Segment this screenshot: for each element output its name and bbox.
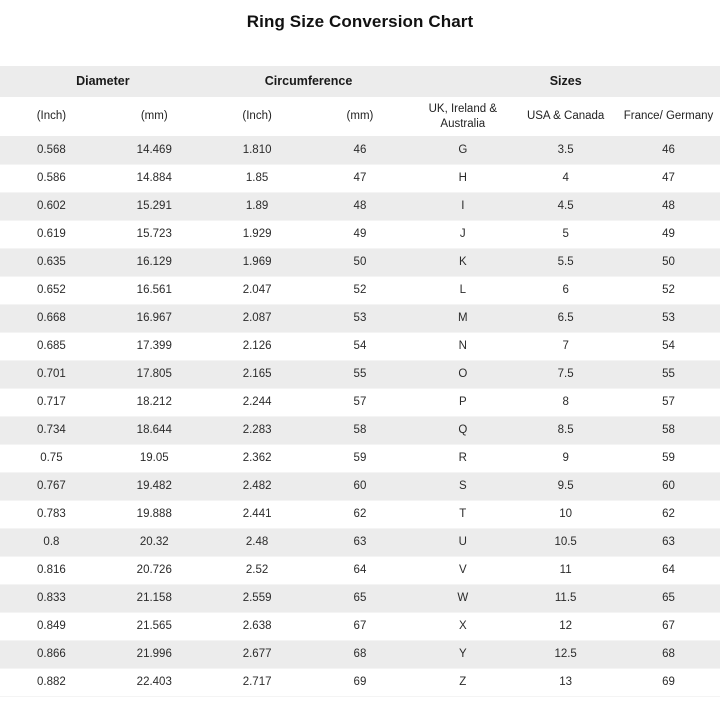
table-cell: 62: [662, 507, 675, 520]
table-cell: 8: [562, 395, 569, 408]
table-row: [0, 556, 720, 584]
table-cell: 0.866: [37, 647, 66, 660]
table-cell: Q: [458, 423, 468, 436]
table-cell: 0.685: [37, 339, 66, 352]
table-header: [0, 66, 720, 136]
table-cell: 54: [353, 339, 367, 352]
table-cell: 14.469: [136, 143, 172, 156]
table-cell: 60: [353, 479, 367, 492]
table-row: [0, 444, 720, 472]
table-cell: 0.602: [37, 199, 66, 212]
table-cell: 0.701: [37, 367, 66, 380]
table-cell: 4: [562, 171, 569, 184]
table-cell: 15.723: [136, 227, 172, 240]
table-cell: 52: [353, 283, 367, 296]
table-cell: 17.805: [136, 367, 172, 380]
table-cell: 9.5: [557, 479, 574, 492]
table-cell: 19.05: [139, 451, 169, 464]
table-cell: 16.561: [136, 283, 172, 296]
table-cell: 48: [353, 199, 367, 212]
table-cell: 1.929: [242, 227, 272, 240]
column-header: UK, Ireland & Australia: [428, 103, 497, 130]
table-cell: 10: [559, 507, 573, 520]
table-cell: 18.212: [136, 395, 172, 408]
table-cell: 0.652: [37, 283, 66, 296]
table-cell: 1.969: [242, 255, 272, 268]
table-cell: Z: [459, 675, 467, 688]
table-body: [0, 136, 720, 696]
group-header-circumference: Circumference: [264, 73, 353, 88]
table-cell: 63: [353, 535, 367, 548]
table-cell: 6: [562, 283, 569, 296]
ring-size-conversion-table: [0, 66, 720, 697]
table-cell: 2.047: [242, 283, 272, 296]
table-cell: 0.635: [37, 255, 66, 268]
table-cell: 18.644: [136, 423, 172, 436]
table-cell: 0.767: [37, 479, 66, 492]
table-cell: 46: [662, 143, 675, 156]
table-cell: 68: [353, 647, 367, 660]
table-cell: 16.967: [136, 311, 172, 324]
table-cell: 13: [559, 675, 573, 688]
table-cell: 52: [662, 283, 675, 296]
table-row: [0, 640, 720, 668]
column-header: (Inch): [36, 110, 67, 123]
table-cell: 19.482: [136, 479, 172, 492]
table-cell: 7: [562, 339, 569, 352]
table-cell: 59: [662, 451, 675, 464]
table-cell: 46: [353, 143, 367, 156]
table-cell: 54: [662, 339, 675, 352]
table-cell: 21.565: [136, 619, 172, 632]
table-cell: 58: [353, 423, 367, 436]
table-cell: 0.75: [40, 451, 63, 464]
table-row: [0, 668, 720, 696]
table-cell: 5: [562, 227, 569, 240]
table-cell: H: [458, 171, 467, 184]
table-cell: 6.5: [557, 311, 574, 324]
table-cell: 17.399: [136, 339, 172, 352]
table-cell: 2.717: [242, 675, 272, 688]
table-cell: 60: [662, 479, 675, 492]
table-cell: 0.619: [37, 227, 66, 240]
table-cell: 22.403: [136, 675, 172, 688]
table-cell: 0.734: [37, 423, 66, 436]
table-cell: 0.783: [37, 507, 66, 520]
table-cell: 20.726: [136, 563, 172, 576]
table-cell: J: [459, 227, 466, 240]
table-cell: 2.244: [242, 395, 272, 408]
table-cell: 0.833: [37, 591, 66, 604]
table-cell: 57: [662, 395, 675, 408]
table-cell: 67: [353, 619, 367, 632]
table-cell: 68: [662, 647, 675, 660]
table-cell: 2.482: [242, 479, 272, 492]
table-cell: 0.816: [37, 563, 66, 576]
table-cell: I: [461, 199, 465, 212]
table-cell: 1.89: [245, 199, 269, 212]
table-cell: 50: [353, 255, 367, 268]
table-cell: 2.165: [242, 367, 272, 380]
table-cell: 8.5: [557, 423, 574, 436]
table-cell: S: [458, 479, 467, 492]
table-cell: 50: [662, 255, 675, 268]
table-cell: 47: [662, 171, 675, 184]
table-cell: 19.888: [136, 507, 172, 520]
table-row: [0, 164, 720, 192]
table-cell: 49: [353, 227, 367, 240]
table-row: [0, 192, 720, 220]
column-header: (mm): [346, 110, 374, 123]
group-header-sizes: Sizes: [549, 73, 582, 88]
table-row: [0, 472, 720, 500]
table-cell: 55: [662, 367, 675, 380]
table-cell: 2.362: [242, 451, 272, 464]
column-header: France/ Germany: [623, 110, 714, 123]
table-cell: 2.087: [242, 311, 272, 324]
sub-header-row: [0, 97, 720, 136]
column-header: USA & Canada: [526, 110, 605, 123]
table-cell: 59: [353, 451, 367, 464]
table-cell: 7.5: [557, 367, 574, 380]
table-cell: 3.5: [557, 143, 574, 156]
table-cell: 65: [662, 591, 675, 604]
table-cell: 63: [662, 535, 675, 548]
table-cell: 12.5: [554, 647, 577, 660]
table-cell: 11: [559, 563, 572, 576]
table-cell: T: [459, 507, 467, 520]
table-row: [0, 304, 720, 332]
table-cell: V: [458, 563, 467, 576]
table-row: [0, 220, 720, 248]
table-cell: 47: [353, 171, 367, 184]
table-row: [0, 500, 720, 528]
table-cell: 55: [353, 367, 367, 380]
table-cell: 1.810: [242, 143, 272, 156]
table-row: [0, 528, 720, 556]
table-cell: 1.85: [245, 171, 269, 184]
table-cell: G: [458, 143, 468, 156]
table-cell: 65: [353, 591, 367, 604]
table-cell: 69: [662, 675, 675, 688]
table-cell: 10.5: [554, 535, 577, 548]
table-cell: 57: [353, 395, 367, 408]
table-cell: 2.52: [245, 563, 269, 576]
table-cell: 12: [559, 619, 573, 632]
table-cell: K: [458, 255, 467, 268]
table-cell: 0.8: [43, 535, 60, 548]
table-cell: 11.5: [554, 591, 577, 604]
table-cell: 2.441: [242, 507, 272, 520]
table-cell: 4.5: [557, 199, 574, 212]
table-cell: 2.638: [242, 619, 272, 632]
table-cell: 49: [662, 227, 675, 240]
table-cell: 21.158: [136, 591, 172, 604]
table-cell: 0.717: [37, 395, 66, 408]
table-cell: 2.283: [242, 423, 272, 436]
table-cell: 64: [353, 563, 367, 576]
table-cell: 0.668: [37, 311, 66, 324]
table-cell: P: [458, 395, 467, 408]
table-cell: 2.48: [245, 535, 269, 548]
table-cell: 16.129: [136, 255, 172, 268]
table-row: [0, 416, 720, 444]
table-cell: O: [458, 367, 468, 380]
table-cell: 5.5: [557, 255, 574, 268]
column-header: (mm): [140, 110, 168, 123]
table-row: [0, 360, 720, 388]
table-cell: 9: [562, 451, 569, 464]
table-row: [0, 388, 720, 416]
table-cell: 15.291: [136, 199, 172, 212]
table-row: [0, 612, 720, 640]
table-cell: N: [458, 339, 467, 352]
table-cell: 21.996: [136, 647, 172, 660]
table-cell: 62: [353, 507, 367, 520]
table-row: [0, 136, 720, 164]
table-cell: 69: [353, 675, 367, 688]
table-cell: 53: [353, 311, 367, 324]
table-row: [0, 584, 720, 612]
table-row: [0, 276, 720, 304]
table-cell: 53: [662, 311, 675, 324]
table-cell: X: [458, 619, 467, 632]
table-cell: R: [458, 451, 467, 464]
table-cell: M: [458, 311, 468, 324]
table-cell: 2.559: [242, 591, 272, 604]
table-cell: 67: [662, 619, 675, 632]
table-cell: 20.32: [139, 535, 169, 548]
table-cell: 0.849: [37, 619, 66, 632]
table-cell: 58: [662, 423, 675, 436]
table-cell: U: [458, 535, 467, 548]
table-cell: W: [457, 591, 469, 604]
table-cell: 48: [662, 199, 675, 212]
table-cell: 0.882: [37, 675, 66, 688]
page-title: Ring Size Conversion Chart: [246, 12, 474, 31]
table-cell: 0.586: [37, 171, 66, 184]
table-cell: 0.568: [37, 143, 66, 156]
table-cell: 64: [662, 563, 675, 576]
table-cell: L: [459, 283, 466, 296]
table-cell: Y: [458, 647, 467, 660]
table-row: [0, 332, 720, 360]
table-cell: 14.884: [136, 171, 172, 184]
table-row: [0, 248, 720, 276]
table-cell: 2.677: [242, 647, 272, 660]
column-header: (Inch): [242, 110, 272, 123]
group-header-diameter: Diameter: [76, 73, 130, 88]
group-header-row: [0, 66, 720, 97]
table-cell: 2.126: [242, 339, 272, 352]
